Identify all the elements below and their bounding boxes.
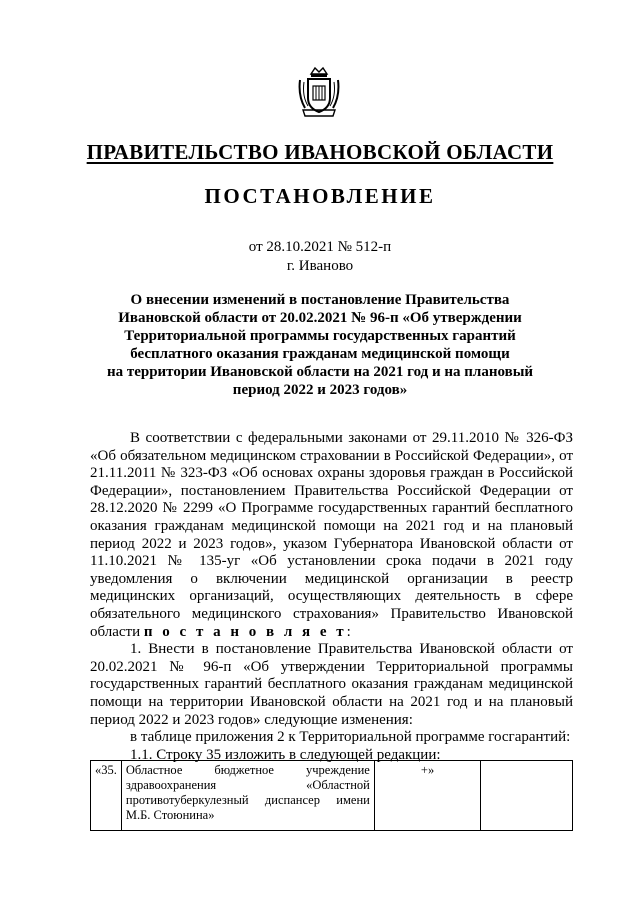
date-number: от 28.10.2021 № 512-п	[248, 239, 392, 255]
preamble-text: В соответствии с федеральными законами от 29.11.2010 № 326-ФЗ «Об обязательном медицинском страховании в Российской Федерации», от 21.11.2011 № 323-ФЗ «Об основах охраны здоровья граждан в Российской Федерации», постановлением Правительства Российской Федерации от 28.12.2020 № 2299 «О Программе государственных гарантий бесплатного оказания гражданам медицинской помощи на 2021 год и на плановый период 2022 и 2023 годов», указом Губернатора Ивановской области от 11.10.2021 № 135-уг «Об установлении срока подачи в 2021 году уведомления о включении медицинской организации в реестр медицинских организаций, осуществляющих деятельность в сфере обязательного медицинского страхования» Правительство Ивановской области	[90, 430, 573, 640]
row-number-cell: «35.	[91, 761, 122, 831]
item-1-table-paragraph: в таблице приложения 2 к Территориальной программе госгарантий:	[130, 729, 571, 746]
document-meta	[0, 238, 640, 276]
city: г. Иваново	[286, 258, 354, 274]
subject-line: период 2022 и 2023 годов»	[232, 382, 408, 398]
document-body	[90, 430, 573, 764]
subject-line: бесплатного оказания гражданам медицинской помощи	[130, 346, 510, 362]
document-type: ПОСТАНОВЛЕНИЕ	[204, 184, 436, 208]
government-title: ПРАВИТЕЛЬСТВО ИВАНОВСКОЙ ОБЛАСТИ	[86, 140, 554, 164]
subject-line: Ивановской области от 20.02.2021 № 96-п «Об утверждении	[118, 310, 522, 326]
table-row	[91, 761, 573, 831]
subject-line: О внесении изменений в постановление Правительства	[130, 292, 510, 308]
amendment-table	[90, 760, 573, 831]
subject-line: на территории Ивановской области на 2021 год и на плановый	[106, 364, 534, 380]
resolves-colon: :	[346, 623, 351, 640]
institution-name-cell: Областное бюджетное учреждение здравоохранения «Областной противотуберкулезный диспансер имени М.Б. Стоюнина»	[121, 761, 374, 831]
mark-cell: +»	[374, 761, 480, 831]
item-1-paragraph: 1. Внести в постановление Правительства Ивановской области от 20.02.2021 № 96-п «Об утверждении Территориальной программы государственных гарантий бесплатного оказания гражданам медицинской помощи на территории Ивановской области на 2021 год и на плановый период 2022 и 2023 годов» следующие изменения:	[90, 641, 573, 728]
preamble-paragraph	[90, 430, 573, 641]
coat-of-arms-emblem-icon	[297, 66, 341, 118]
document-subject	[100, 291, 540, 399]
item-1-1-paragraph: 1.1. Строку 35 изложить в следующей редакции:	[130, 746, 441, 763]
resolves-word: п о с т а н о в л я е т	[143, 623, 347, 640]
subject-line: Территориальной программы государственных гарантий	[124, 328, 516, 344]
empty-cell	[481, 761, 573, 831]
